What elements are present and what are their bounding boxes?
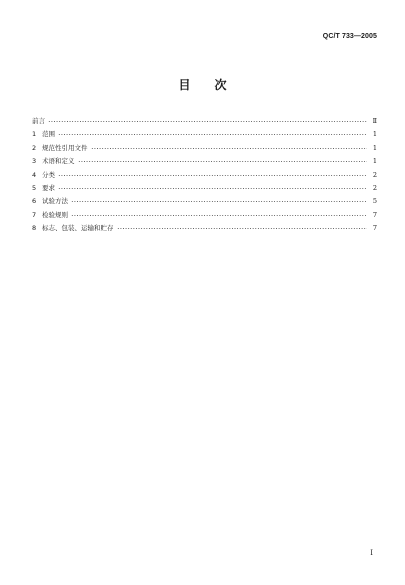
toc-entry-page: 2: [372, 170, 377, 179]
dot-leader: [71, 201, 367, 202]
dot-leader: [117, 228, 368, 229]
toc-entry-page: 1: [372, 130, 377, 139]
toc-entry[interactable]: [32, 197, 377, 210]
toc-entry-page: Ⅱ: [372, 117, 377, 125]
toc-entry-page: 7: [372, 224, 377, 233]
toc-entry-label: 规范性引用文件: [42, 143, 88, 152]
toc-entry-number: 2: [32, 143, 37, 152]
toc-entry-label: 前言: [32, 117, 45, 125]
toc-entry-page: 1: [372, 157, 377, 166]
dot-leader: [58, 175, 367, 176]
toc-entry[interactable]: [32, 130, 377, 143]
toc-entry-label: 术语和定义: [42, 157, 75, 166]
toc-entry-page: 1: [372, 143, 377, 152]
toc-entry[interactable]: [32, 171, 377, 184]
toc-entry[interactable]: [32, 211, 377, 224]
toc-entry-number: 1: [32, 130, 37, 139]
toc-entry-label: 要求: [42, 183, 55, 192]
table-of-contents: [32, 117, 377, 238]
toc-entry[interactable]: [32, 157, 377, 170]
toc-entry-number: 4: [32, 170, 37, 179]
toc-entry[interactable]: [32, 144, 377, 157]
dot-leader: [58, 188, 367, 189]
toc-entry-number: 3: [32, 157, 37, 166]
toc-entry-number: 7: [32, 210, 37, 219]
dot-leader: [78, 161, 368, 162]
toc-entry-number: 5: [32, 183, 37, 192]
title-char-1: 目: [178, 78, 191, 92]
toc-entry-label: 范围: [42, 130, 55, 139]
standard-code: QC/T 733—2005: [322, 33, 377, 40]
dot-leader: [91, 148, 368, 149]
toc-entry-label: 分类: [42, 170, 55, 179]
dot-leader: [48, 121, 367, 122]
toc-entry-number: 6: [32, 197, 37, 206]
page-number: Ⅰ: [370, 549, 373, 557]
toc-entry-page: 7: [372, 210, 377, 219]
toc-entry-page: 2: [372, 183, 377, 192]
toc-entry[interactable]: [32, 184, 377, 197]
dot-leader: [71, 215, 367, 216]
page-title: [0, 76, 405, 93]
toc-entry-label: 标志、包装、运输和贮存: [42, 224, 114, 233]
toc-entry-page: 5: [372, 197, 377, 206]
title-char-2: 次: [214, 78, 227, 92]
toc-entry-label: 检验规则: [42, 210, 68, 219]
dot-leader: [58, 134, 367, 135]
toc-entry-label: 试验方法: [42, 197, 68, 206]
toc-entry[interactable]: [32, 224, 377, 237]
toc-entry-number: 8: [32, 224, 37, 233]
toc-entry[interactable]: [32, 117, 377, 130]
